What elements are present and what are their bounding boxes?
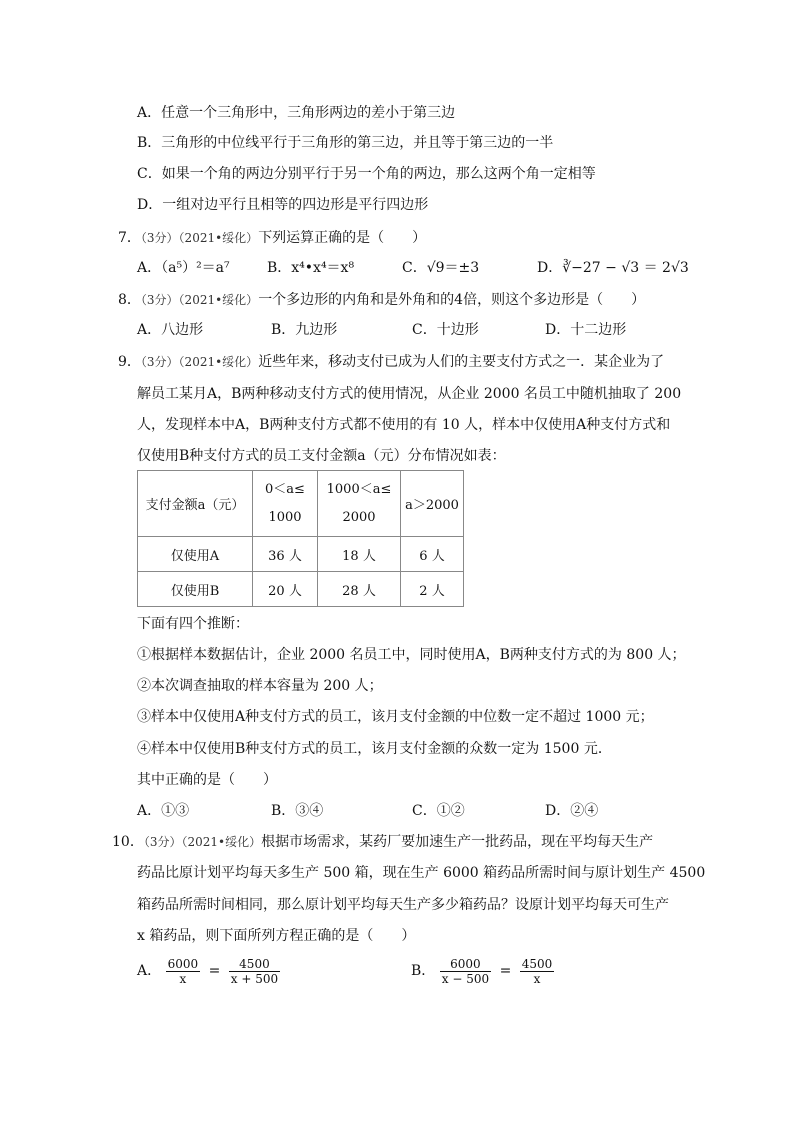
q10-stem-line3: 箱药品所需时间相同，那么原计划平均每天生产多少箱药品？设原计划平均每天可生产 <box>137 897 669 913</box>
q9-options <box>137 801 697 821</box>
q7-option-a: A．（a⁵）²＝a⁷ <box>137 260 230 276</box>
q8-option-b: B．九边形 <box>271 322 338 338</box>
q9-stem-line1: 9．（3分）（2021•绥化）近些年来，移动支付已成为人们的主要支付方式之一．某企业为了 <box>118 354 665 370</box>
fraction: $\frac{4500}{x}$ <box>521 956 553 986</box>
q10-stem-line2: 药品比原计划平均每天多生产 500 箱，现在生产 6000 箱药品所需时间与原计划生产 4500 <box>137 865 706 881</box>
q9-option-a: A．①③ <box>137 803 190 819</box>
q9-ask: 其中正确的是（ ） <box>137 772 277 788</box>
q7-options <box>137 258 697 278</box>
table-header-cell: 1000＜a≤ 2000 <box>318 471 401 537</box>
q10-stem-line4: x 箱药品，则下面所列方程正确的是（ ） <box>137 928 416 944</box>
q6-option-b: B．三角形的中位线平行于三角形的第三边，并且等于第三边的一半 <box>137 135 554 151</box>
q6-option-d: D．一组对边平行且相等的四边形是平行四边形 <box>137 197 429 213</box>
table-cell: 36 人 <box>253 537 318 572</box>
q9-option-b: B．③④ <box>271 803 324 819</box>
fraction: $\frac{6000}{x}$ <box>167 956 199 986</box>
table-header-cell: 支付金额a（元） <box>138 471 253 537</box>
q8-options <box>137 320 697 340</box>
table-row <box>138 572 464 607</box>
q9-option-d: D．②④ <box>545 803 599 819</box>
table-cell: 仅使用A <box>138 537 253 572</box>
table-cell: 6 人 <box>401 537 464 572</box>
table-header-cell: a＞2000 <box>401 471 464 537</box>
payment-distribution-table <box>137 470 464 607</box>
q9-intro: 下面有四个推断： <box>137 616 249 632</box>
q10-option-a: A． $\frac{6000}{x}$ = $\frac{4500}{x + 500}$ <box>137 956 279 986</box>
q7-option-b: B．x⁴•x⁴＝x⁸ <box>267 260 355 276</box>
q9-option-c: C．①② <box>412 803 465 819</box>
q10-option-b: B． $\frac{6000}{x - 500}$ = $\frac{4500}{x}$ <box>411 956 553 986</box>
table-cell: 28 人 <box>318 572 401 607</box>
table-cell: 20 人 <box>253 572 318 607</box>
table-header-cell: 0＜a≤ 1000 <box>253 471 318 537</box>
q6-option-c: C．如果一个角的两边分别平行于另一个角的两边，那么这两个角一定相等 <box>137 166 596 182</box>
table-cell: 2 人 <box>401 572 464 607</box>
q7-stem: 7．（3分）（2021•绥化）下列运算正确的是（ ） <box>118 230 427 246</box>
q9-stem-line4: 仅使用B种支付方式的员工支付金额a（元）分布情况如表： <box>137 448 506 464</box>
q10-stem-line1: 10．（3分）（2021•绥化）根据市场需求，某药厂要加速生产一批药品，现在平均每天生产 <box>112 834 654 850</box>
q9-inference-2: ②本次调查抽取的样本容量为 200 人； <box>137 678 383 694</box>
table-header-row <box>138 471 464 537</box>
table-row <box>138 537 464 572</box>
q7-option-d: D．∛−27 − √3 ＝ 2√3 <box>537 260 689 276</box>
table-cell: 18 人 <box>318 537 401 572</box>
q9-inference-4: ④样本中仅使用B种支付方式的员工，该月支付金额的众数一定为 1500 元． <box>137 741 612 757</box>
q8-option-d: D．十二边形 <box>545 322 627 338</box>
fraction: $\frac{4500}{x + 500}$ <box>230 956 279 986</box>
table-cell: 仅使用B <box>138 572 253 607</box>
q9-stem-line3: 人，发现样本中A，B两种支付方式都不使用的有 10 人，样本中仅使用A种支付方式和 <box>137 417 671 433</box>
q6-option-a: A．任意一个三角形中，三角形两边的差小于第三边 <box>137 105 456 121</box>
q8-option-c: C．十边形 <box>412 322 479 338</box>
q9-inference-3: ③样本中仅使用A种支付方式的员工，该月支付金额的中位数一定不超过 1000 元； <box>137 709 654 725</box>
q8-option-a: A．八边形 <box>137 322 204 338</box>
q8-stem: 8．（3分）（2021•绥化）一个多边形的内角和是外角和的4倍，则这个多边形是（ ） <box>118 292 646 308</box>
q7-option-c: C．√9＝±3 <box>402 260 480 276</box>
fraction: $\frac{6000}{x - 500}$ <box>441 956 490 986</box>
q9-stem-line2: 解员工某月A，B两种移动支付方式的使用情况，从企业 2000 名员工中随机抽取了 200 <box>137 386 682 402</box>
q9-inference-1: ①根据样本数据估计，企业 2000 名员工中，同时使用A，B两种支付方式的为 800 人； <box>137 647 686 663</box>
